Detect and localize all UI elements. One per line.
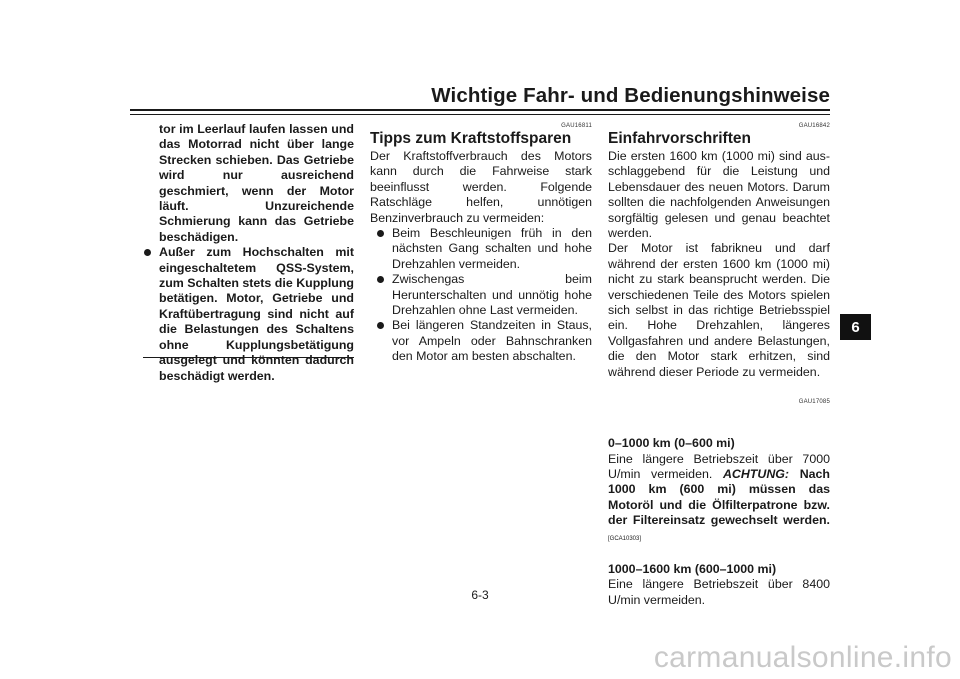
fuel-saving-intro: Der Kraftstoffverbrauch des Motors kann durch die Fahrweise stark beeinflusst werden. Folgende Ratschläge helfen, unnötigen Benzinverbrauch zu vermeiden:	[370, 149, 592, 225]
rpm-limit-text: Eine längere Betriebszeit über 7000 U/min vermeiden.	[608, 451, 830, 481]
list-item	[376, 318, 592, 364]
bullet-dot-icon	[377, 230, 384, 237]
break-in-paragraph-1: Die ersten 1600 km (1000 mi) sind ausschlaggebend für die Leistung und Lebensdauer des neuen Motors. Darum sollten die nachfolgenden Anweisungen sorgfältig gelesen und genau beachtet werden.	[608, 149, 830, 241]
header-rule	[130, 109, 830, 111]
warning-code: [GCA10303]	[608, 535, 642, 542]
subsection-title-1000-1600: 1000–1600 km (600–1000 mi)	[608, 561, 777, 576]
section-title-break-in: Einfahrvorschriften	[608, 130, 751, 147]
warning-bullet	[143, 245, 354, 384]
list-item	[376, 226, 592, 272]
section-title-fuel-saving: Tipps zum Kraftstoffsparen	[370, 130, 572, 147]
section-code: GAU16811	[561, 123, 592, 129]
achtung-label: ACHTUNG:	[722, 466, 790, 481]
fuel-tips-list	[376, 226, 592, 365]
column-right	[608, 122, 830, 608]
header-rule-thin	[130, 114, 830, 115]
bullet-dot-icon	[144, 249, 151, 256]
oil-change-warning: Nach 1000 km (600 mi) müssen das Motoröl und die Ölfilterpatrone bzw. der Filtereinsatz gewechselt werden.	[608, 466, 830, 528]
column-left	[143, 122, 354, 384]
subsection-title-0-1000: 0–1000 km (0–600 mi)	[608, 436, 735, 451]
section-code: GAU16842	[798, 123, 830, 129]
chapter-tab[interactable]: 6	[840, 314, 871, 340]
list-item-text: Beim Beschleunigen früh in den nächsten Gang schalten und hohe Drehzahlen vermeiden.	[392, 226, 592, 271]
page-header-title: Wichtige Fahr- und Bedienungshinweise	[431, 84, 830, 107]
section-code: GAU17085	[798, 399, 830, 406]
break-in-paragraph-2: Der Motor ist fabrikneu und darf während der ersten 1600 km (1000 mi) nicht zu stark beansprucht werden. Die verschiedenen Teile des Motors spielen sich selbst in das richtige Betriebsspiel ein. Hohe Drehzahlen, längeres Vollgasfahren und andere Belastungen, die den Motor stark erhitzen, sind während dieser Periode zu vermeiden.	[608, 241, 830, 379]
bullet-dot-icon	[377, 276, 384, 283]
subsection-text-1000-1600: Eine längere Betriebszeit über 8400 U/min vermeiden.	[608, 577, 830, 607]
subsection-text-0-1000	[608, 452, 830, 547]
watermark: carmanualsonline.info	[653, 641, 952, 674]
bullet-dot-icon	[377, 322, 384, 329]
warning-bullet-text: Außer zum Hochschalten mit eingeschaltetem QSS-System, zum Schalten stets die Kupplung betätigen. Motor, Getriebe und Kraftübertragung sind nicht auf die Belastungen des Schaltens ohne Kupplungsbetätigung ausgelegt und könnten dadurch beschädigt werden.	[159, 245, 354, 383]
list-item	[376, 272, 592, 318]
column-middle	[370, 122, 592, 365]
list-item-text: Bei längeren Standzeiten in Staus, vor Ampeln oder Bahnschranken den Motor am besten abschalten.	[392, 318, 592, 364]
warning-end-rule	[143, 357, 354, 358]
continued-warning-text: tor im Leerlauf laufen lassen und das Motorrad nicht über lange Strecken schieben. Das Getriebe wird nur ausreichend geschmiert, wenn der Motor läuft. Unzureichende Schmierung kann das Getriebe beschädigen.	[159, 122, 354, 244]
page-number: 6-3	[471, 588, 489, 602]
list-item-text: Zwischengas beim Herunterschalten und unnötig hohe Drehzahlen ohne Last vermeiden.	[392, 272, 592, 318]
